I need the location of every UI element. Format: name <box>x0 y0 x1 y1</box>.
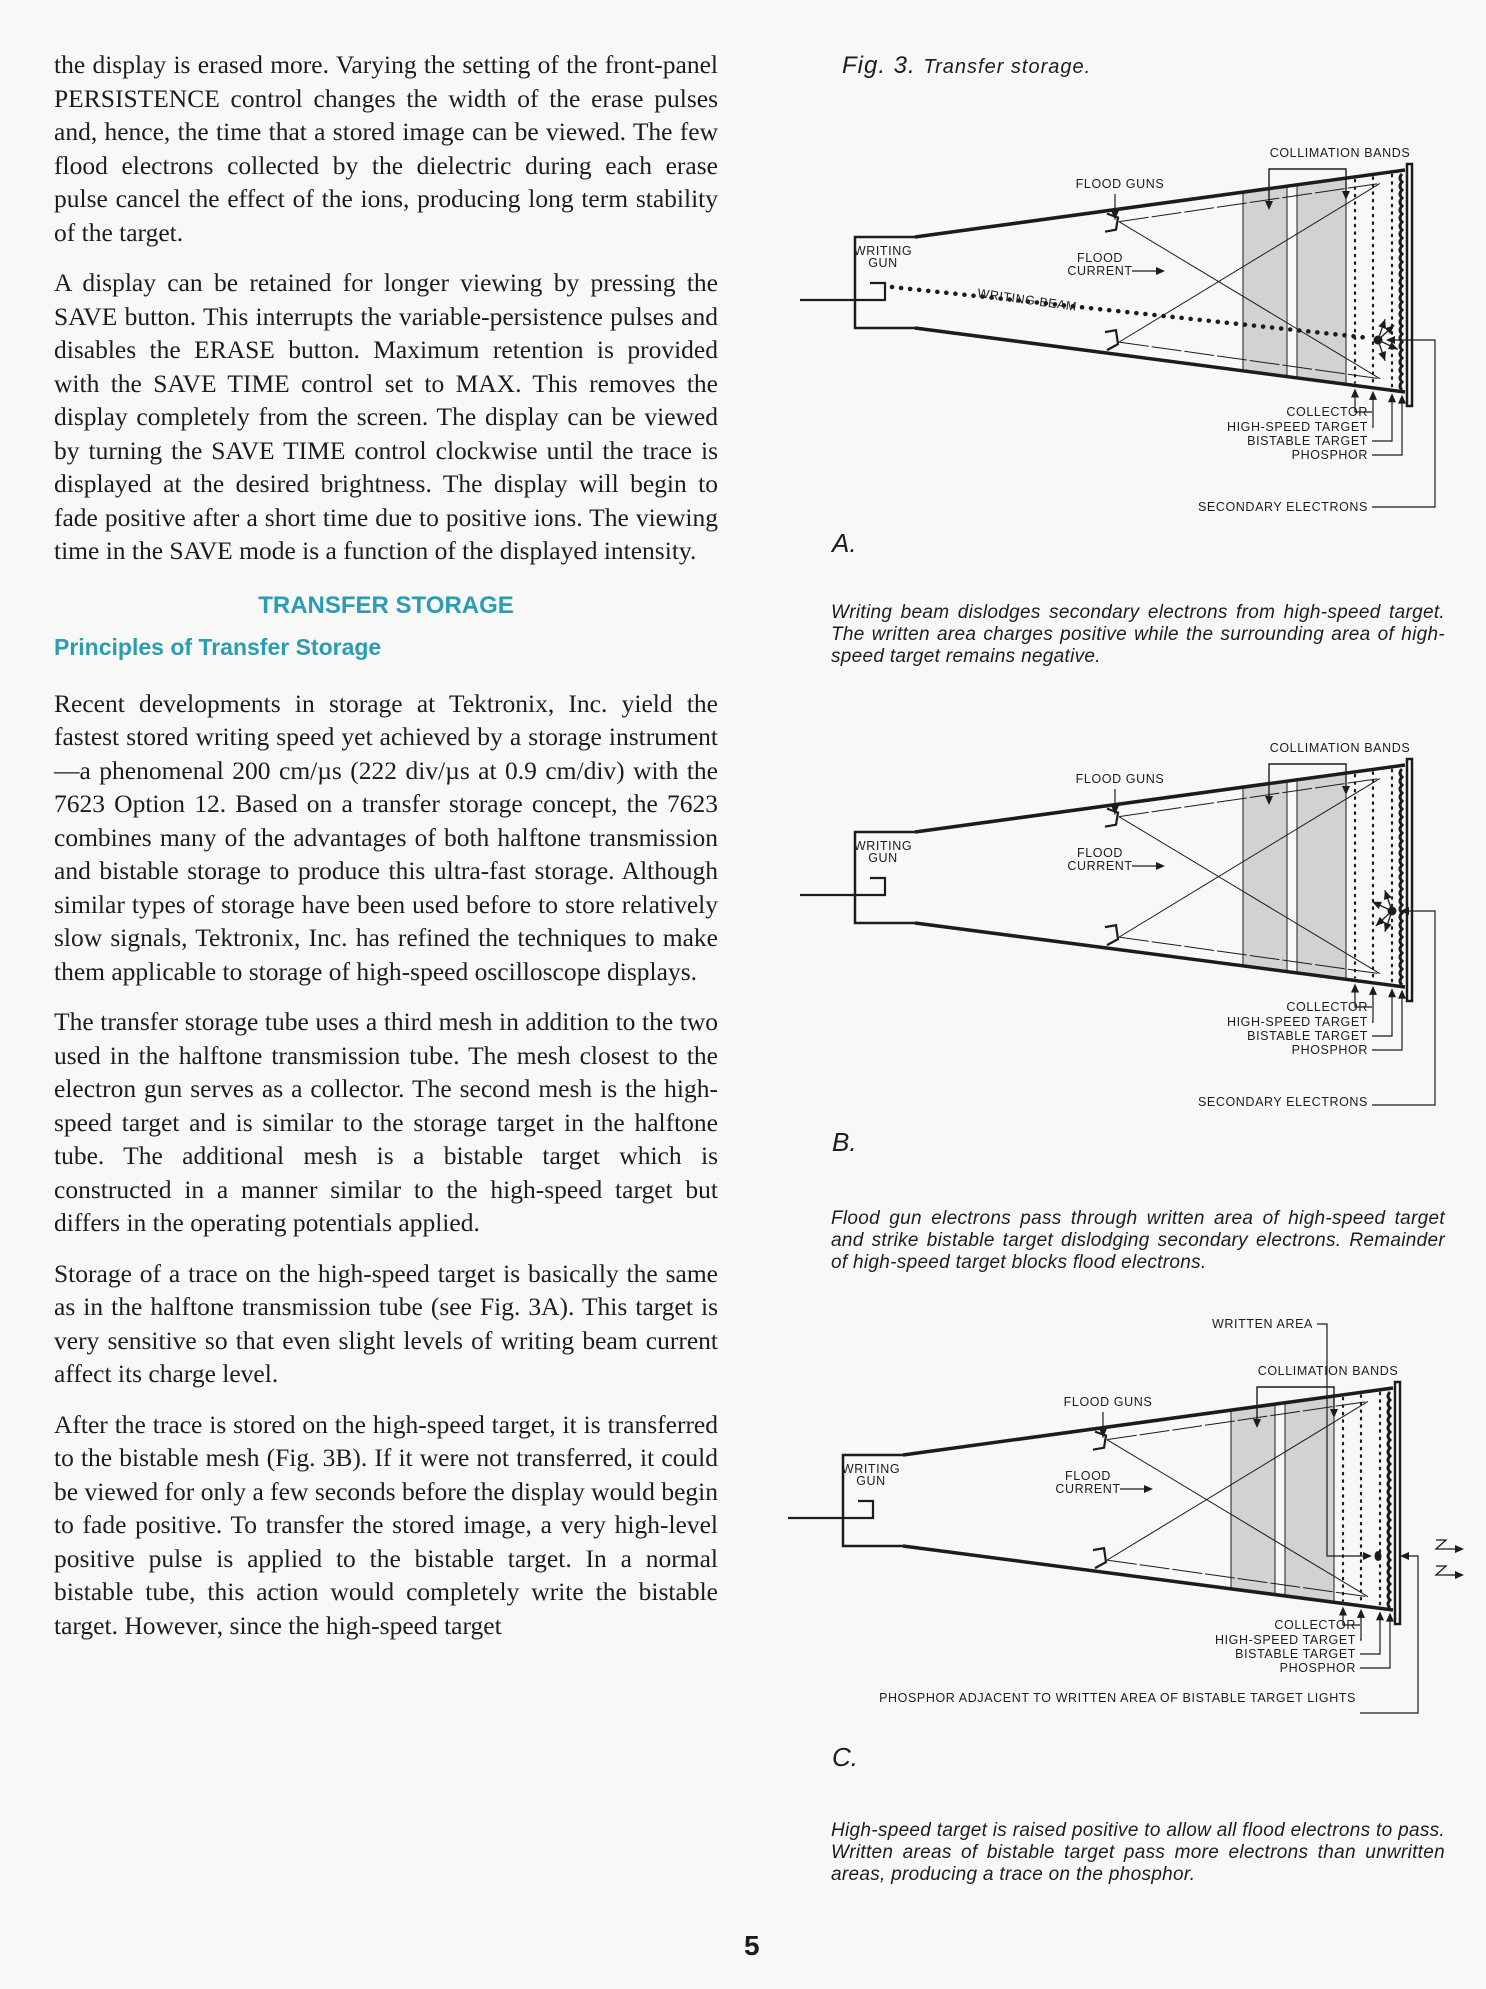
high-speed-target-leader <box>1372 991 1373 1022</box>
arrowhead <box>1144 1485 1153 1493</box>
arrowhead <box>1369 391 1377 400</box>
phosphor-label: PHOSPHOR <box>1291 1043 1368 1057</box>
light-emission-icon <box>1436 1566 1448 1575</box>
phosphor-label: PHOSPHOR <box>1279 1661 1356 1675</box>
collimation-bands-label: COLLIMATION BANDS <box>1257 1364 1399 1378</box>
arrowhead <box>1369 986 1377 995</box>
crt-tube-diagram <box>780 1318 1480 1743</box>
arrowhead <box>1398 990 1406 999</box>
writing-gun <box>800 878 885 895</box>
phosphor-leader <box>1360 1618 1390 1668</box>
collimation-band <box>1243 186 1287 376</box>
faceplate <box>1407 164 1412 406</box>
writing-gun-label: WRITING <box>841 1462 901 1476</box>
bistable-target-leader <box>1360 1616 1380 1654</box>
writing-gun-label: GUN <box>868 256 898 270</box>
collimation-bands-label: COLLIMATION BANDS <box>1269 146 1411 160</box>
arrowhead <box>1357 1609 1365 1618</box>
panel-letter-c: C. <box>832 1742 858 1772</box>
bistable-target-label: BISTABLE TARGET <box>1247 1029 1368 1043</box>
flood-guns-label: FLOOD GUNS <box>1075 177 1165 191</box>
writing-gun-label: WRITING <box>853 244 913 258</box>
writing-gun <box>788 1501 873 1518</box>
bistable-target-leader <box>1372 398 1392 441</box>
arrowhead <box>1398 395 1406 404</box>
writing-beam-label: WRITING BEAM <box>976 286 1078 314</box>
high-speed-target-leader <box>1372 396 1373 427</box>
flood-current-label: FLOOD <box>1076 846 1124 860</box>
panel-letter-b: B. <box>832 1127 857 1157</box>
high-speed-target-label: HIGH-SPEED TARGET <box>1214 1633 1356 1647</box>
arrowhead <box>1378 351 1386 361</box>
figure-title-text: Transfer storage. <box>923 56 1092 78</box>
bistable-target-label: BISTABLE TARGET <box>1247 434 1368 448</box>
diagram-panel-c <box>780 1318 1480 1743</box>
diagram-group <box>800 741 1435 1109</box>
arrowhead <box>1455 1545 1464 1553</box>
paragraph: Storage of a trace on the high-speed target is basically the same as in the halftone transmission tube (see Fig. 3A). This target is very sensitive so that even slight levels of writing beam current affect its charge level. <box>54 1258 718 1388</box>
arrowhead <box>1384 922 1392 932</box>
subsection-heading: Principles of Transfer Storage <box>54 633 382 660</box>
written-area-spot <box>1375 1551 1382 1561</box>
flood-gun-bottom <box>1093 1548 1106 1568</box>
crt-tube-diagram <box>780 140 1480 530</box>
caption-panel-a: Writing beam dislodges secondary electrons from high-speed target. The written area charges positive while the surrounding area of high-speed target remains negative. <box>831 602 1445 667</box>
phosphor-leader <box>1372 400 1402 455</box>
collector-label: COLLECTOR <box>1286 405 1368 419</box>
arrowhead <box>1156 267 1165 275</box>
arrowhead <box>1156 862 1165 870</box>
paragraph: A display can be retained for longer viewing by pressing the SAVE button. This interrupts the variable-persistence pulses and disables the ERASE button. Maximum retention is provided with the SAVE TIME control set to MAX. This removes the display completely from the screen. The display can be viewed by turning the SAVE TIME control clockwise until the trace is displayed at the desired brightness. The display will begin to fade positive after a short time due to positive ions. The viewing time in the SAVE mode is a function of the displayed intensity. <box>54 268 718 565</box>
body-text-column <box>54 48 718 1642</box>
faceplate <box>1407 759 1412 1001</box>
collimation-band <box>1243 781 1287 971</box>
arrowhead <box>1384 890 1392 900</box>
flood-gun-bottom <box>1105 925 1118 945</box>
figure-column <box>780 0 1480 1989</box>
arrowhead <box>1455 1571 1464 1579</box>
arrowhead <box>1363 1552 1372 1560</box>
arrowhead <box>1386 1613 1394 1622</box>
caption-panel-c: High-speed target is raised positive to allow all flood electrons to pass. Written areas of bistable target pass more electrons than unwritten areas, producing a trace on the phosphor. <box>831 1820 1445 1885</box>
phosphor-layer <box>1400 174 1402 390</box>
paragraph: Recent developments in storage at Tektronix, Inc. yield the fastest stored writing speed yet achieved by a storage instrument—a phenomenal 200 cm/µs (222 div/µs at 0.9 cm/div) with the 7623 Option 12. Based on a transfer storage concept, the 7623 combines many of the advantages of both halftone transmission and bistable storage to produce this ultra-fast storage. Although similar types of storage have been used before to store relatively slow signals, Tektronix, Inc. has refined the techniques to make them applicable to storage of high-speed oscilloscope displays. <box>54 688 718 986</box>
secondary-electrons-leader <box>1372 911 1435 1105</box>
collector-label: COLLECTOR <box>1274 1618 1356 1632</box>
collector-label: COLLECTOR <box>1286 1000 1368 1014</box>
flood-guns-label: FLOOD GUNS <box>1075 772 1165 786</box>
paragraph: After the trace is stored on the high-speed target, it is transferred to the bistable mesh (Fig. 3B). If it were not transferred, it could be viewed for only a few seconds before the display would begin to fade positive. To transfer the stored image, a very high-level positive pulse is applied to the bistable target. In a normal bistable tube, this action would completely write the bistable target. However, since the high-speed target <box>54 1409 718 1640</box>
arrowhead <box>1386 336 1395 344</box>
phosphor-label: PHOSPHOR <box>1291 448 1368 462</box>
bottom-label: PHOSPHOR ADJACENT TO WRITTEN AREA OF BISTABLE TARGET LIGHTS <box>879 1691 1356 1705</box>
crt-tube-diagram <box>780 735 1480 1125</box>
bottom-label: SECONDARY ELECTRONS <box>1197 1095 1368 1109</box>
high-speed-target-label: HIGH-SPEED TARGET <box>1226 420 1368 434</box>
secondary-electrons-leader <box>1372 340 1435 507</box>
written-area-label: WRITTEN AREA <box>1212 1318 1313 1331</box>
flood-gun-bottom <box>1105 330 1118 350</box>
arrowhead <box>1351 388 1359 397</box>
flood-current-label: CURRENT <box>1067 264 1133 278</box>
figure-title <box>842 52 1091 80</box>
flood-guns-label: FLOOD GUNS <box>1063 1395 1153 1409</box>
paragraph: The transfer storage tube uses a third mesh in addition to the two used in the halftone transmission tube. The mesh closest to the electron gun serves as a collector. The second mesh is the high-speed target and is similar to the storage target in the halftone tube. The additional mesh is a bistable target which is constructed in a manner similar to the high-speed target but differs in the operating potentials applied. <box>54 1007 718 1237</box>
collimation-band <box>1231 1404 1275 1594</box>
flood-current-label: CURRENT <box>1055 1482 1121 1496</box>
paragraph: the display is erased more. Varying the setting of the front-panel PERSISTENCE control changes the width of the erase pulses and, hence, the time that a stored image can be viewed. The few flood electrons collected by the dielectric during each erase pulse cancel the effect of the ions, producing long term stability of the target. <box>54 50 718 247</box>
phosphor-leader <box>1372 995 1402 1050</box>
writing-gun-label: GUN <box>868 851 898 865</box>
arrowhead <box>1351 983 1359 992</box>
flood-current-label: CURRENT <box>1067 859 1133 873</box>
bistable-target-leader <box>1372 993 1392 1036</box>
writing-gun-label: GUN <box>856 1474 886 1488</box>
light-emission-icon <box>1436 1540 1448 1549</box>
phosphor-layer <box>1388 1392 1390 1608</box>
arrowhead <box>1378 319 1386 329</box>
diagram-group <box>800 146 1435 514</box>
writing-gun <box>800 283 885 300</box>
diagram-group <box>788 1318 1464 1713</box>
section-heading: TRANSFER STORAGE <box>258 591 514 619</box>
figure-number: Fig. 3. <box>842 52 916 79</box>
page-number: 5 <box>744 1930 760 1961</box>
faceplate <box>1395 1382 1400 1624</box>
bistable-target-label: BISTABLE TARGET <box>1235 1647 1356 1661</box>
diagram-panel-a <box>780 140 1480 530</box>
collimation-bands-label: COLLIMATION BANDS <box>1269 741 1411 755</box>
bottom-label: SECONDARY ELECTRONS <box>1197 500 1368 514</box>
arrowhead <box>1388 988 1396 997</box>
flood-current-label: FLOOD <box>1064 1469 1112 1483</box>
flood-current-label: FLOOD <box>1076 251 1124 265</box>
arrowhead <box>1339 1606 1347 1615</box>
caption-panel-b: Flood gun electrons pass through written area of high-speed target and strike bistable target dislodging secondary electrons. Remainder of high-speed target blocks flood electrons. <box>831 1208 1445 1273</box>
arrowhead <box>1400 1552 1409 1560</box>
phosphor-layer <box>1400 769 1402 985</box>
high-speed-target-label: HIGH-SPEED TARGET <box>1226 1015 1368 1029</box>
arrowhead <box>1376 1611 1384 1620</box>
diagram-panel-b <box>780 735 1480 1125</box>
panel-letter-a: A. <box>832 528 857 558</box>
writing-gun-label: WRITING <box>853 839 913 853</box>
arrowhead <box>1388 393 1396 402</box>
